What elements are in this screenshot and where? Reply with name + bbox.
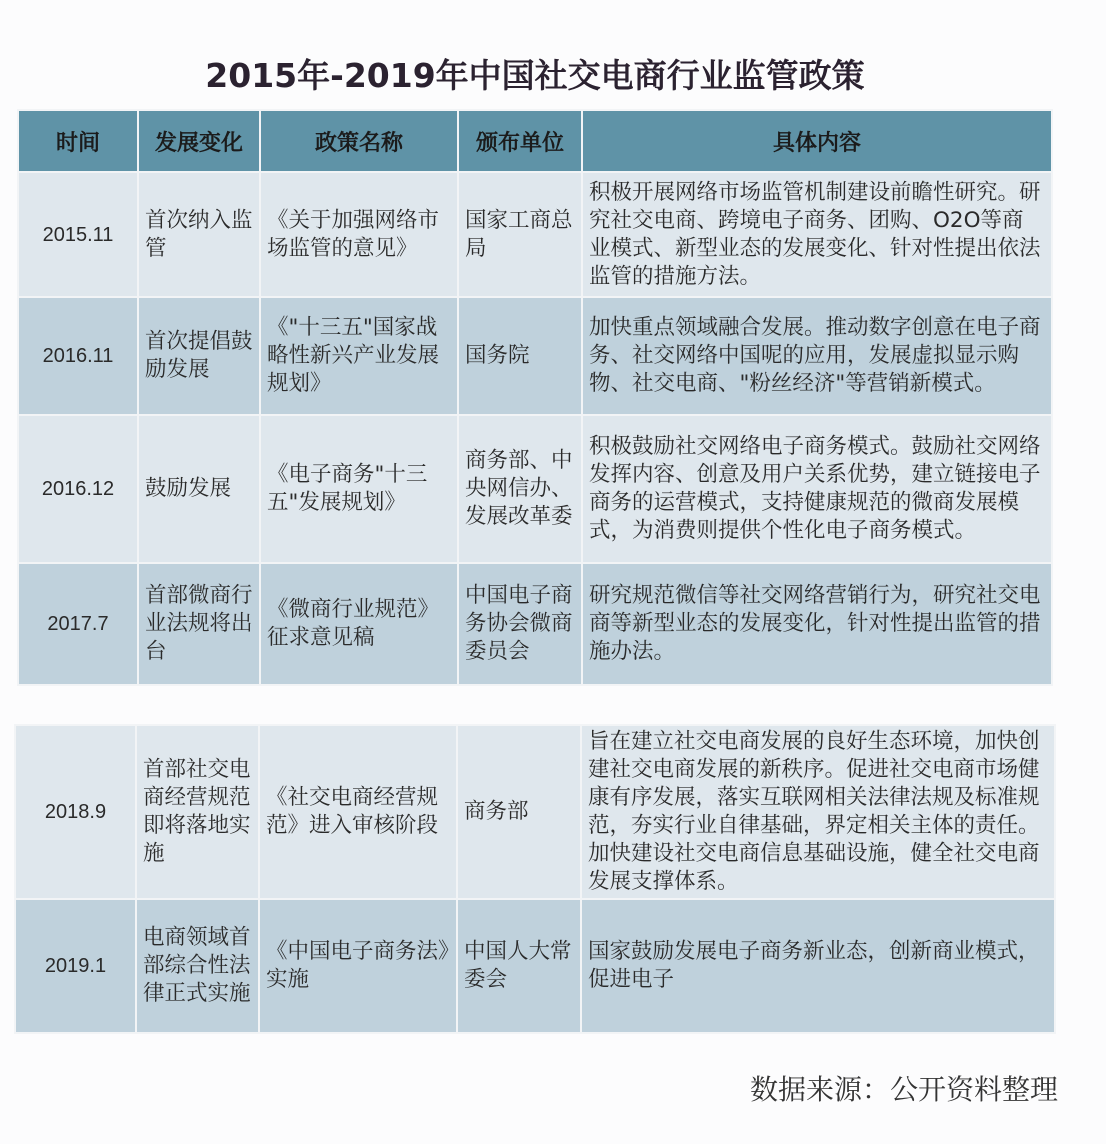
cell-date: 2015.11 [18,172,138,297]
cell-change: 电商领域首部综合性法律正式实施 [136,899,259,1033]
cell-content: 加快重点领域融合发展。推动数字创意在电子商务、社交网络中国呢的应用，发展虚拟显示购物、社交电商、"粉丝经济"等营销新模式。 [582,297,1052,415]
cell-issuer: 国家工商总局 [458,172,582,297]
cell-policy: 《"十三五"国家战略性新兴产业发展规划》 [260,297,458,415]
cell-policy: 《社交电商经营规范》进入审核阶段 [259,725,457,899]
table-row [18,563,1052,685]
cell-issuer: 国务院 [458,297,582,415]
cell-date: 2017.7 [18,563,138,685]
cell-content: 旨在建立社交电商发展的良好生态环境，加快创建社交电商发展的新秩序。促进社交电商市场健康有序发展，落实互联网相关法律法规及标准规范，夯实行业自律基础，界定相关主体的责任。加快建设社交电商信息基础设施，健全社交电商发展支撑体系。 [581,725,1055,899]
table-row [18,415,1052,563]
cell-policy: 《微商行业规范》征求意见稿 [260,563,458,685]
header-time: 时间 [18,110,138,172]
cell-issuer: 商务部 [457,725,581,899]
table-row [18,172,1052,297]
cell-date: 2016.11 [18,297,138,415]
cell-policy: 《电子商务"十三五"发展规划》 [260,415,458,563]
cell-content: 国家鼓励发展电子商务新业态，创新商业模式，促进电子 [581,899,1055,1033]
cell-content: 积极鼓励社交网络电子商务模式。鼓励社交网络发挥内容、创意及用户关系优势，建立链接电子商务的运营模式，支持健康规范的微商发展模式，为消费则提供个性化电子商务模式。 [582,415,1052,563]
cell-change: 首次纳入监管 [138,172,260,297]
policy-table-continued [14,724,1056,1034]
policy-table [17,109,1053,686]
cell-content: 研究规范微信等社交网络营销行为，研究社交电商等新型业态的发展变化，针对性提出监管的措施办法。 [582,563,1052,685]
cell-change: 鼓励发展 [138,415,260,563]
page-title: 2015年-2019年中国社交电商行业监管政策 [205,56,865,95]
table-row [15,725,1055,899]
cell-policy: 《中国电子商务法》实施 [259,899,457,1033]
table-row [18,297,1052,415]
table-row [15,899,1055,1033]
header-issuer: 颁布单位 [458,110,582,172]
header-policy: 政策名称 [260,110,458,172]
cell-issuer: 中国电子商务协会微商委员会 [458,563,582,685]
cell-policy: 《关于加强网络市场监管的意见》 [260,172,458,297]
cell-date: 2019.1 [15,899,136,1033]
cell-content: 积极开展网络市场监管机制建设前瞻性研究。研究社交电商、跨境电子商务、团购、O2O等商业模式、新型业态的发展变化、针对性提出依法监管的措施方法。 [582,172,1052,297]
cell-issuer: 中国人大常委会 [457,899,581,1033]
cell-change: 首次提倡鼓励发展 [138,297,260,415]
cell-change: 首部社交电商经营规范即将落地实施 [136,725,259,899]
header-change: 发展变化 [138,110,260,172]
cell-change: 首部微商行业法规将出台 [138,563,260,685]
cell-date: 2018.9 [15,725,136,899]
data-source-note: 数据来源：公开资料整理 [749,1073,1058,1106]
table-header-row [18,110,1052,172]
cell-issuer: 商务部、中央网信办、发展改革委 [458,415,582,563]
header-content: 具体内容 [582,110,1052,172]
cell-date: 2016.12 [18,415,138,563]
